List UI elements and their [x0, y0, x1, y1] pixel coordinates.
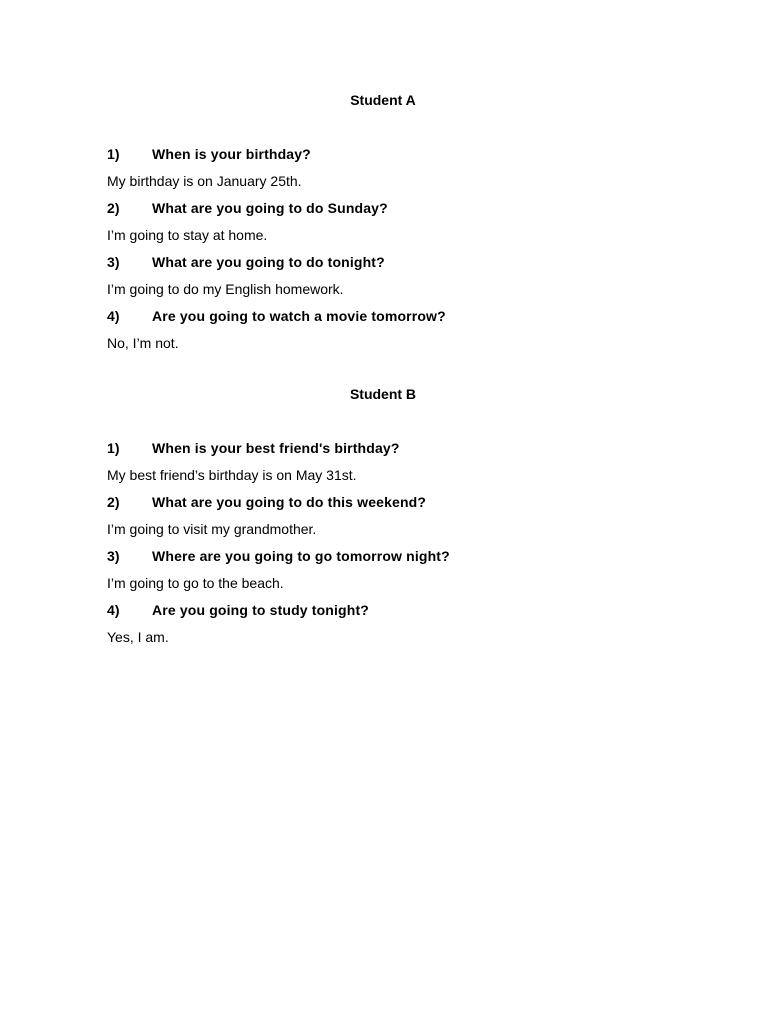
student-a-section: [107, 90, 667, 360]
section-title: Student A: [350, 92, 416, 108]
question-number: 1): [107, 440, 120, 456]
qa-item: [107, 438, 667, 485]
question: [107, 252, 667, 272]
question: [107, 600, 667, 620]
question: [107, 546, 667, 566]
question-text: What are you going to do tonight?: [152, 254, 385, 270]
question-text: When is your birthday?: [152, 146, 311, 162]
question-number: 1): [107, 146, 120, 162]
answer-text: My best friend’s birthday is on May 31st.: [107, 467, 357, 483]
question-text: Are you going to watch a movie tomorrow?: [152, 308, 446, 324]
question-number: 4): [107, 602, 120, 618]
question: [107, 438, 667, 458]
qa-item: [107, 144, 667, 191]
answer-text: I’m going to do my English homework.: [107, 281, 344, 297]
answer-text: No, I’m not.: [107, 335, 179, 351]
answer-text: I’m going to stay at home.: [107, 227, 268, 243]
student-b-section: [107, 384, 667, 654]
question-number: 3): [107, 548, 120, 564]
qa-item: [107, 600, 667, 647]
question-text: Where are you going to go tomorrow night?: [152, 548, 450, 564]
answer-text: My birthday is on January 25th.: [107, 173, 302, 189]
question: [107, 198, 667, 218]
question-text: When is your best friend's birthday?: [152, 440, 400, 456]
question-number: 2): [107, 494, 120, 510]
question-text: What are you going to do Sunday?: [152, 200, 388, 216]
qa-item: [107, 546, 667, 593]
question-text: What are you going to do this weekend?: [152, 494, 427, 510]
question-number: 3): [107, 254, 120, 270]
question: [107, 492, 667, 512]
qa-item: [107, 252, 667, 299]
section-title: Student B: [349, 386, 417, 402]
qa-item: [107, 492, 667, 539]
answer-text: Yes, I am.: [107, 629, 169, 645]
question-number: 2): [107, 200, 120, 216]
question-number: 4): [107, 308, 120, 324]
question: [107, 306, 667, 326]
qa-item: [107, 306, 667, 353]
question: [107, 144, 667, 164]
answer-text: I’m going to go to the beach.: [107, 575, 284, 591]
qa-item: [107, 198, 667, 245]
answer-text: I’m going to visit my grandmother.: [107, 521, 317, 537]
question-text: Are you going to study tonight?: [152, 602, 369, 618]
